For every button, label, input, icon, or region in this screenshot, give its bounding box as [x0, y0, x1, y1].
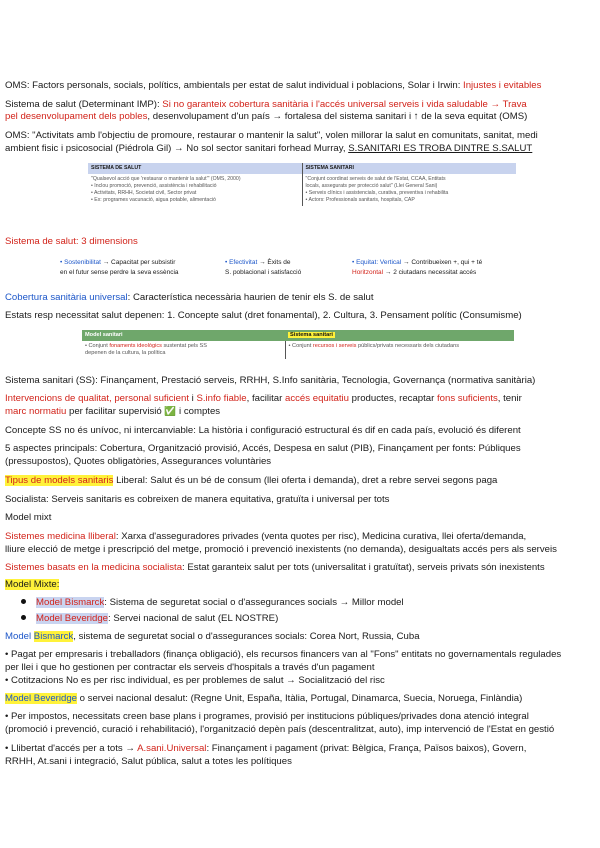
cell-text: públics/privats necessaris dels ciutadans — [356, 343, 460, 349]
dimension-equitat — [352, 258, 482, 278]
text-line — [5, 562, 595, 575]
text-line — [5, 579, 595, 592]
list-item — [5, 613, 595, 626]
cell-text: • Conjunt — [85, 343, 110, 349]
dim-text: → Èxits de — [257, 259, 291, 266]
text-span: , desenvolupament d'un país → fortalesa del sistema sanitari i ↑ de la seva equitat (OMS) — [147, 111, 528, 122]
model-vs-sistema-table — [82, 330, 514, 359]
text-line — [5, 310, 595, 323]
text-span-red: marc normatiu — [5, 406, 67, 417]
text-line — [5, 675, 595, 688]
text-span: : Servei nacional de salut (EL NOSTRE) — [108, 613, 279, 624]
text-line — [5, 711, 595, 724]
cell-text: • Conjunt — [288, 343, 313, 349]
text-span-red: S.info fiable — [196, 393, 247, 404]
text-span-highlight: Model Beveridge — [36, 613, 108, 624]
table-cell — [88, 174, 302, 206]
text-line — [5, 99, 595, 112]
cell-line: • Activitats, RRHH, Societat civil, Sector privat — [91, 190, 197, 196]
text-line — [5, 425, 595, 438]
text-span-red: A.sani.Universal — [137, 743, 207, 754]
text-span-highlight: Bismarck — [33, 631, 74, 642]
cell-text: sustentat pels SS — [161, 343, 208, 349]
text-line — [5, 756, 595, 769]
text-span-red: Sistemes basats en la medicina socialista — [5, 562, 183, 573]
table-cell — [82, 341, 285, 359]
text-line — [5, 662, 595, 675]
text-span-underline: S.SANITARI ES TROBA DINTRE S.SALUT — [348, 143, 533, 154]
dim-text: → Contribueixen +, qui + té — [401, 259, 483, 266]
text-span: lliure elecció de metge i prescripció del metge, promoció i prevenció inexistents (no demanda), desigualtats accés pers als serveis — [5, 544, 557, 555]
text-line — [5, 130, 595, 143]
dim-title: • Equitat: Vertical — [352, 259, 402, 266]
text-span: per facilitar supervisió ✅ i comptes — [66, 406, 221, 417]
text-span: Liberal: Salut és un bé de consum (llei oferta i demanda), dret a rebre servei segons paga — [113, 475, 498, 486]
dim-title: Horitzontal — [352, 269, 384, 276]
cell-line: • Serveis clínics i assistencials, curativa, preventiva i rehabilita — [305, 190, 449, 196]
text-span-red: accés equitatiu — [285, 393, 349, 404]
text-span: (promoció i prevenció, curació i rehabilitació), l'organització depèn país (descentralitzat, auto), imp intervenció de l'Estat en gestió — [5, 724, 555, 735]
text-span: 5 aspectes principals: Cobertura, Organització provisió, Accés, Despesa en salut (PIB), Finançament per fonts: Públiques — [5, 443, 521, 454]
text-line — [5, 544, 595, 557]
text-span-blue: Model — [5, 631, 34, 642]
cell-line: "Conjunt coordinat serveis de salut de l'Estat, CCAA, Entitats — [305, 176, 446, 182]
text-span: productes, recaptar — [349, 393, 437, 404]
dim-text: → 2 ciutadans necessitat accés — [383, 269, 477, 276]
bullet-icon — [21, 599, 26, 604]
text-line — [5, 724, 595, 737]
text-line — [5, 631, 595, 644]
text-span: : Sistema de seguretat social o d'assegurances socials → Millor model — [104, 597, 404, 608]
text-line — [5, 512, 595, 525]
dim-title: • Efectivitat — [225, 259, 258, 266]
text-span: Estats resp necessitat salut depenen: 1. Concepte salut (dret fonamental), 2. Cultura, 3. Pensament polític (Consumisme) — [5, 310, 522, 321]
text-line — [5, 375, 595, 388]
bullet-icon — [21, 615, 26, 620]
text-span: Sistema de salut (Determinant IMP): — [5, 99, 163, 110]
table-cell — [285, 341, 514, 359]
text-line — [5, 475, 595, 488]
cell-text: depenen de la cultura, la política — [85, 350, 166, 356]
text-span-blue: Cobertura sanitària universal — [5, 292, 128, 303]
cell-text-red: fonaments ideològics — [109, 343, 162, 349]
text-span: : Característica necessària haurien de tenir els S. de salut — [127, 292, 374, 303]
text-span: • Llibertat d'accés per a tots → — [5, 743, 138, 754]
text-span: (pressupostos), Quotes obligatòries, Assegurances voluntàries — [5, 456, 272, 467]
text-span-red: Si no garanteix cobertura sanitària i l'accés universal serveis i vida saludable → Trava — [162, 99, 527, 110]
text-span-highlight: Model Bismarck — [36, 597, 105, 608]
text-line — [5, 743, 595, 756]
text-span-red: Injustes i evitables — [463, 80, 542, 91]
text-span-highlight: Model Beveridge — [5, 693, 77, 704]
text-span: OMS: "Activitats amb l'objectiu de promoure, restaurar o mantenir la salut", volen millorar la salut en comunitats, sanitat, medi — [5, 130, 538, 141]
text-span-red: Intervencions de qualitat, personal suficient — [5, 393, 189, 404]
table-header: SISTEMA DE SALUT — [88, 163, 302, 174]
table-header: SISTEMA SANITARI — [302, 163, 516, 174]
text-span: Sistema sanitari (SS): Finançament, Prestació serveis, RRHH, S.Info sanitària, Tecnologia, Governança (normativa sanitària) — [5, 375, 536, 386]
text-span-highlight: Model Mixte: — [5, 579, 60, 590]
text-line — [5, 649, 595, 662]
cell-text-red: recursos i serveis — [312, 343, 357, 349]
text-span: , sistema de seguretat social o d'assegurances socials: Corea Nort, Russia, Cuba — [73, 631, 420, 642]
text-span: : Finançament i pagament (privat: Bèlgica, França, Països baixos), Govern, — [206, 743, 527, 754]
text-line — [5, 693, 595, 706]
text-line — [5, 393, 595, 406]
text-span: OMS: Factors personals, socials, polítics, ambientals per estat de salut individual i poblacions, Solar i Irwin: — [5, 80, 464, 91]
table-cell — [302, 174, 516, 206]
text-span: : Estat garanteix salut per tots (universalitat i gratuïtat), serveis privats són inexistents — [182, 562, 545, 573]
text-line — [5, 456, 595, 469]
text-line — [5, 292, 595, 305]
text-span: • Pagat per empresaris i treballadors (finança obligació), els recursos financers van al "Fons" entitats no governamentals regulades — [5, 649, 562, 660]
text-span: o servei nacional desalut: (Regne Unit, España, Itàlia, Portugal, Dinamarca, Suecia, Noruega, Finlàndia) — [77, 693, 523, 704]
text-line — [5, 443, 595, 456]
text-span: Model mixt — [5, 512, 52, 523]
text-span: • Cotitzacions No es per risc individual, es per problemes de salut → Socialització del risc — [5, 675, 385, 686]
dim-text: → Capacitat per subsistir — [100, 259, 176, 266]
text-line — [5, 494, 595, 507]
text-line — [5, 143, 595, 156]
cell-line: "Qualsevol acció que 'restaurar o mantenir la salut'" (OMS, 2000) — [91, 176, 241, 182]
text-span-red: pel desenvolupament dels pobles — [5, 111, 148, 122]
dimension-sostenibilitat — [60, 258, 179, 278]
dim-title: • Sostenibilitat — [60, 259, 101, 266]
table-header — [285, 330, 514, 341]
text-span: Socialista: Serveis sanitaris es cobreixen de manera equitativa, gratuïta i universal per tots — [5, 494, 390, 505]
salut-vs-sanitari-table — [88, 163, 516, 206]
cell-line: locals, assegurats per protecció salut" (Llei General Sani) — [305, 183, 438, 189]
text-span: • Per impostos, necessitats creen base plans i programes, provisió per institucions públiques/privades dona atenció integral — [5, 711, 529, 722]
text-span: per llei i que ho gestionen per contractar els serveis d'hospitals a través d'un pagament — [5, 662, 375, 673]
dim-text: en el futur sense perdre la seva essència — [60, 269, 179, 276]
dim-text: S. poblacional i satisfacció — [225, 269, 302, 276]
section-heading: Sistema de salut: 3 dimensions — [5, 236, 138, 247]
text-line — [5, 111, 595, 124]
text-span: ambient fisic i psicosocial (Piédrola Gil) → No sol sector sanitari forhead Murray, — [5, 143, 349, 154]
list-item — [5, 597, 595, 610]
text-span: i — [189, 393, 197, 404]
cell-line: • Actors: Professionals sanitaris, hospitals, CAP — [305, 197, 415, 203]
dimension-efectivitat — [225, 258, 301, 278]
text-line — [5, 531, 595, 544]
text-line — [5, 80, 595, 93]
text-span: : Xarxa d'asseguradores privades (venta quotes per risc), Medicina curativa, llei oferta/demanda, — [115, 531, 527, 542]
text-span-red: fons suficients — [437, 393, 498, 404]
text-span: RRHH, At.sani i integració, Salut pública, salut a totes les polítiques — [5, 756, 292, 767]
text-span: , facilitar — [246, 393, 285, 404]
text-span-highlight: Tipus de models sanitaris — [5, 475, 114, 486]
cell-line: • Inclou promoció, prevenció, assistència i rehabilitació — [91, 183, 217, 189]
text-span: Concepte SS no és unívoc, ni intercanviable: La història i configuració estructural és dif en cada país, evolució és diferent — [5, 425, 521, 436]
cell-line: • Ex: programes vacunació, aigua potable, alimentació — [91, 197, 216, 203]
text-line — [5, 406, 595, 419]
text-span-red: Sistemes medicina lliberal — [5, 531, 116, 542]
table-header: Model sanitari — [82, 330, 285, 341]
header-text: Sistema sanitari — [290, 332, 333, 338]
text-span: , tenir — [497, 393, 522, 404]
